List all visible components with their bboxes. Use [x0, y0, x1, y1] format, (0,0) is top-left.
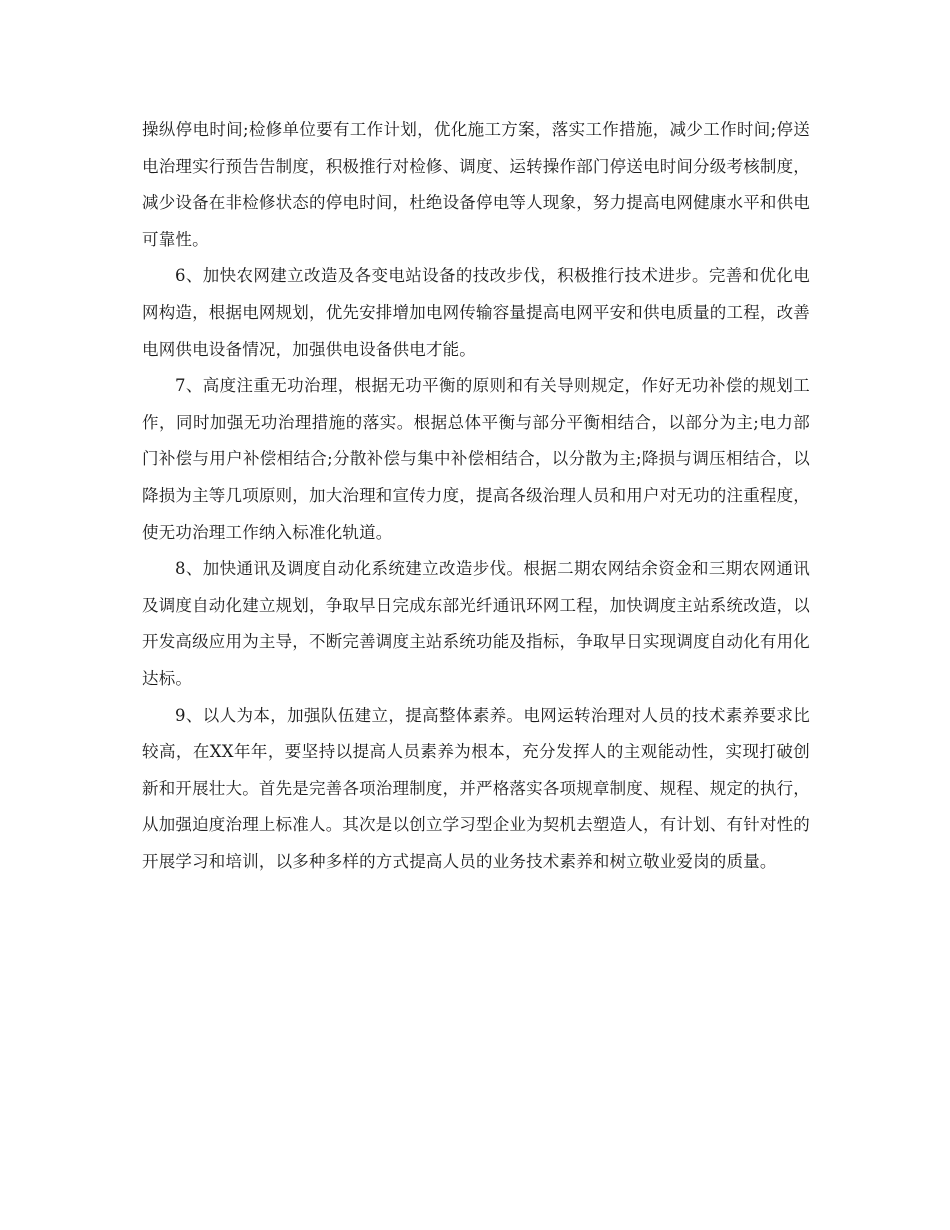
paragraph-item-7: 7、高度注重无功治理，根据无功平衡的原则和有关导则规定，作好无功补偿的规划工作，同时加强无功治理措施的落实。根据总体平衡与部分平衡相结合，以部分为主;电力部门补偿与用户补偿相结合;分散补偿与集中补偿相结合，以分散为主;降损与调压相结合，以降损为主等几项原则，加大治理和宣传力度，提高各级治理人员和用户对无功的注重程度，使无功治理工作纳入标准化轨道。 — [142, 376, 810, 542]
paragraph-item-6: 6、加快农网建立改造及各变电站设备的技改步伐，积极推行技术进步。完善和优化电网构造，根据电网规划，优先安排增加电网传输容量提高电网平安和供电质量的工程，改善电网供电设备情况，加强供电设备供电才能。 — [142, 266, 810, 359]
document-page — [142, 112, 810, 880]
paragraph-continuation: 操纵停电时间;检修单位要有工作计划，优化施工方案，落实工作措施，减少工作时间;停送电治理实行预告告制度，积极推行对检修、调度、运转操作部门停送电时间分级考核制度，减少设备在非检修状态的停电时间，杜绝设备停电等人现象，努力提高电网健康水平和供电可靠性。 — [142, 120, 810, 249]
paragraph-item-8: 8、加快通讯及调度自动化系统建立改造步伐。根据二期农网结余资金和三期农网通讯及调度自动化建立规划，争取早日完成东部光纤通讯环网工程，加快调度主站系统改造，以开发高级应用为主导，不断完善调度主站系统功能及指标，争取早日实现调度自动化有用化达标。 — [142, 559, 810, 688]
paragraph-item-9: 9、以人为本，加强队伍建立，提高整体素养。电网运转治理对人员的技术素养要求比较高，在XX年年，要坚持以提高人员素养为根本，充分发挥人的主观能动性，实现打破创新和开展壮大。首先是完善各项治理制度，并严格落实各项规章制度、规程、规定的执行，从加强迫度治理上标准人。其次是以创立学习型企业为契机去塑造人，有计划、有针对性的开展学习和培训，以多种多样的方式提高人员的业务技术素养和树立敬业爱岗的质量。 — [142, 705, 810, 871]
